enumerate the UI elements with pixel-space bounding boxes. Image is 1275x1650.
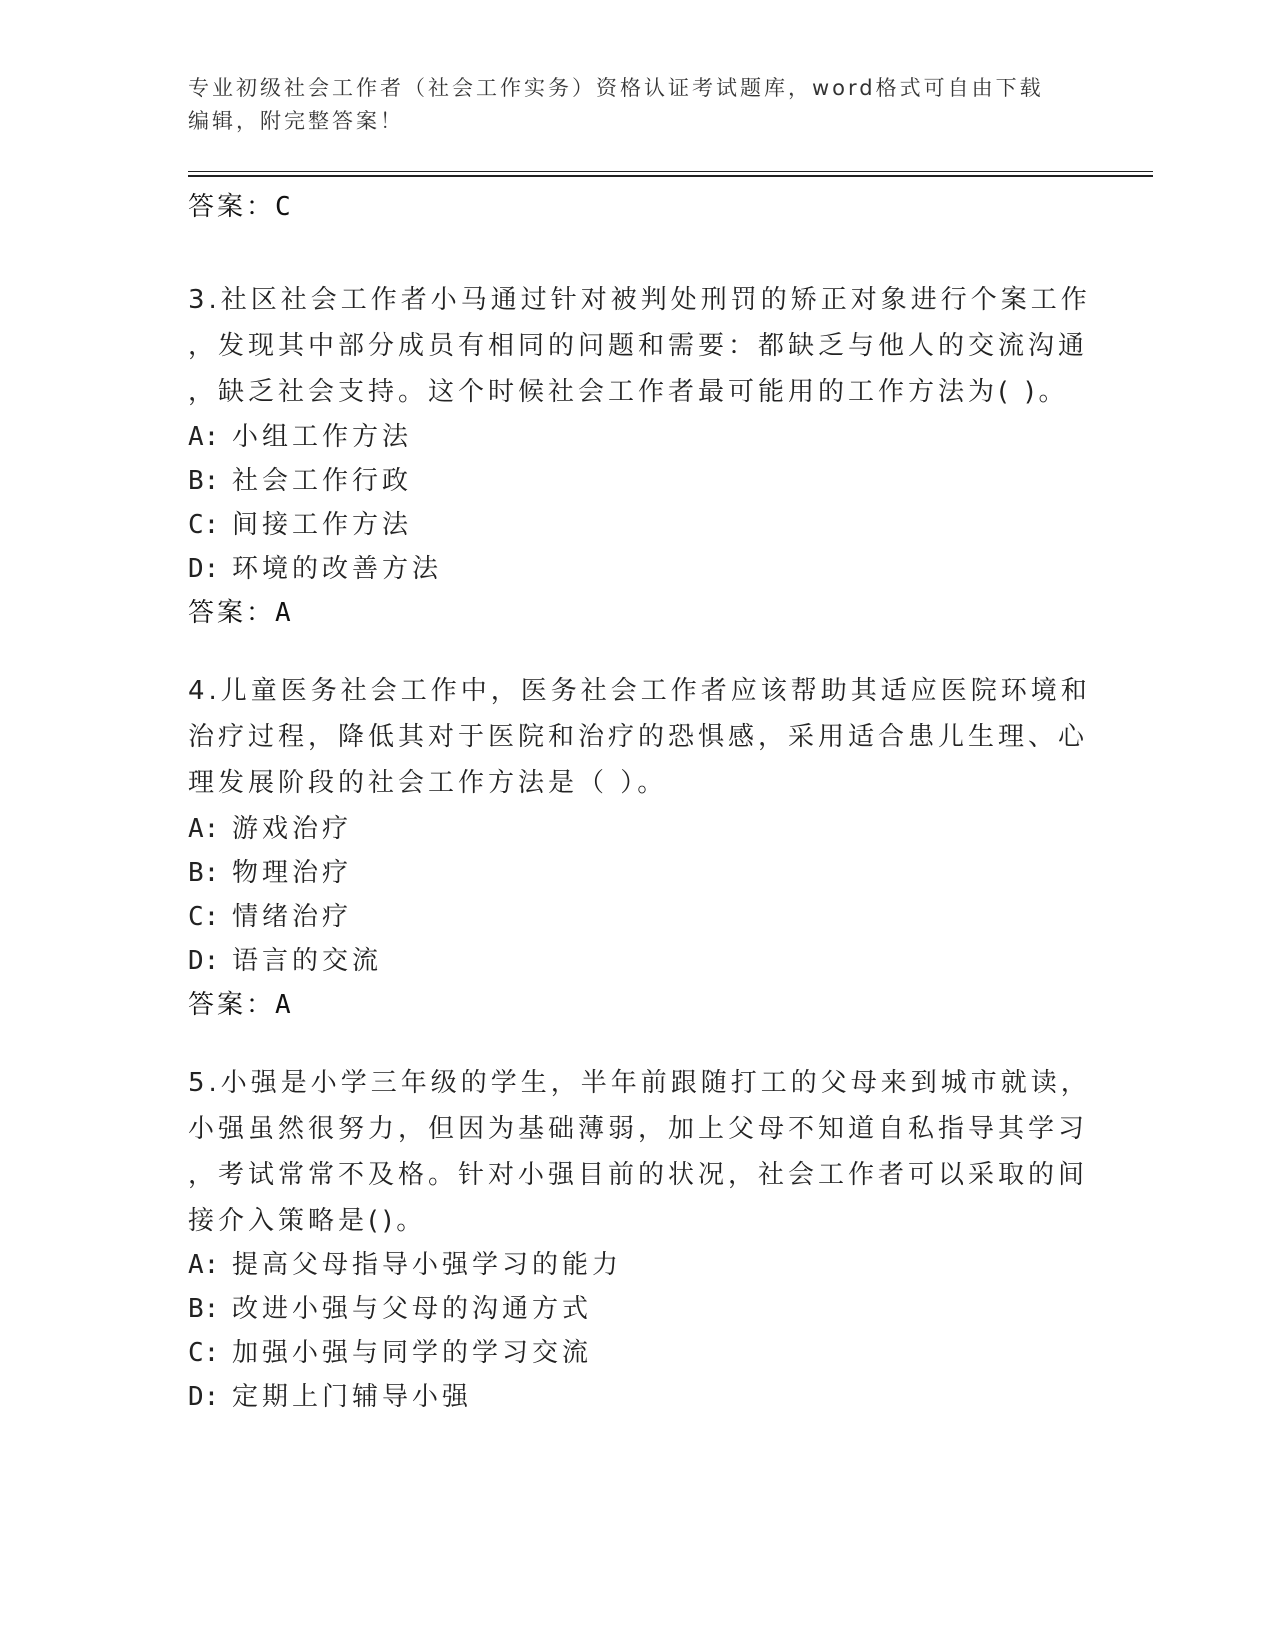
- stem-line: 治疗过程，降低其对于医院和治疗的恐惧感，采用适合患儿生理、心: [188, 722, 1089, 752]
- stem-line: 3.社区社会工作者小马通过针对被判处刑罚的矫正对象进行个案工作: [188, 285, 1091, 315]
- option-text: 提高父母指导小强学习的能力: [232, 1250, 623, 1280]
- option-text: 语言的交流: [232, 946, 383, 976]
- question-5-option-c: [188, 1333, 592, 1373]
- option-text: 情绪治疗: [232, 902, 353, 932]
- question-3-option-b: [188, 461, 412, 501]
- stem-line: 4.儿童医务社会工作中，医务社会工作者应该帮助其适应医院环境和: [188, 676, 1091, 706]
- question-3-option-d: [188, 549, 442, 589]
- answer-label: 答案：: [188, 192, 276, 222]
- question-5-option-b: [188, 1289, 592, 1329]
- stem-line: ，缺乏社会支持。这个时候社会工作者最可能用的工作方法为( )。: [188, 377, 1069, 407]
- option-key: C:: [188, 902, 220, 932]
- header-line-1: 专业初级社会工作者（社会工作实务）资格认证考试题库，word格式可自由下载: [188, 76, 1044, 100]
- option-key: A:: [188, 1250, 220, 1280]
- option-text: 加强小强与同学的学习交流: [232, 1338, 593, 1368]
- option-text: 间接工作方法: [232, 510, 413, 540]
- stem-line: ，发现其中部分成员有相同的问题和需要：都缺乏与他人的交流沟通: [188, 331, 1089, 361]
- answer-value: C: [275, 192, 294, 222]
- option-key: B:: [188, 466, 220, 496]
- answer-label: 答案：: [188, 990, 276, 1020]
- question-4-option-d: [188, 941, 382, 981]
- question-4-option-b: [188, 853, 352, 893]
- option-key: D:: [188, 946, 220, 976]
- answer-label: 答案：: [188, 598, 276, 628]
- header-line-2: 编辑，附完整答案！: [188, 109, 404, 133]
- question-3-answer: [188, 593, 294, 633]
- stem-line: ，考试常常不及格。针对小强目前的状况，社会工作者可以采取的间: [188, 1160, 1089, 1190]
- option-key: D:: [188, 1382, 220, 1412]
- option-text: 社会工作行政: [232, 466, 413, 496]
- option-text: 定期上门辅导小强: [232, 1382, 473, 1412]
- option-text: 游戏治疗: [232, 814, 353, 844]
- question-5-stem: [188, 1060, 1091, 1244]
- stem-line: 小强虽然很努力，但因为基础薄弱，加上父母不知道自私指导其学习: [188, 1114, 1089, 1144]
- option-text: 小组工作方法: [232, 422, 413, 452]
- question-3-option-a: [188, 417, 412, 457]
- option-key: C:: [188, 510, 220, 540]
- question-3-option-c: [188, 505, 412, 545]
- question-4-option-c: [188, 897, 352, 937]
- option-text: 改进小强与父母的沟通方式: [232, 1294, 593, 1324]
- question-4-stem: [188, 668, 1091, 806]
- option-text: 物理治疗: [232, 858, 353, 888]
- option-text: 环境的改善方法: [232, 554, 443, 584]
- page-header: [188, 72, 1088, 138]
- answer-value: A: [275, 598, 294, 628]
- question-3-stem: [188, 277, 1091, 415]
- header-divider-thin: [188, 171, 1153, 172]
- option-key: D:: [188, 554, 220, 584]
- header-divider-thick: [188, 175, 1153, 177]
- option-key: C:: [188, 1338, 220, 1368]
- question-5-option-d: [188, 1377, 472, 1417]
- option-key: A:: [188, 814, 220, 844]
- stem-line: 5.小强是小学三年级的学生，半年前跟随打工的父母来到城市就读，: [188, 1068, 1091, 1098]
- stem-line: 理发展阶段的社会工作方法是（ ）。: [188, 768, 668, 798]
- option-key: B:: [188, 1294, 220, 1324]
- answer-value: A: [275, 990, 294, 1020]
- question-5-option-a: [188, 1245, 622, 1285]
- option-key: A:: [188, 422, 220, 452]
- previous-answer: [188, 187, 294, 227]
- question-4-option-a: [188, 809, 352, 849]
- question-4-answer: [188, 985, 294, 1025]
- stem-line: 接介入策略是()。: [188, 1206, 427, 1236]
- option-key: B:: [188, 858, 220, 888]
